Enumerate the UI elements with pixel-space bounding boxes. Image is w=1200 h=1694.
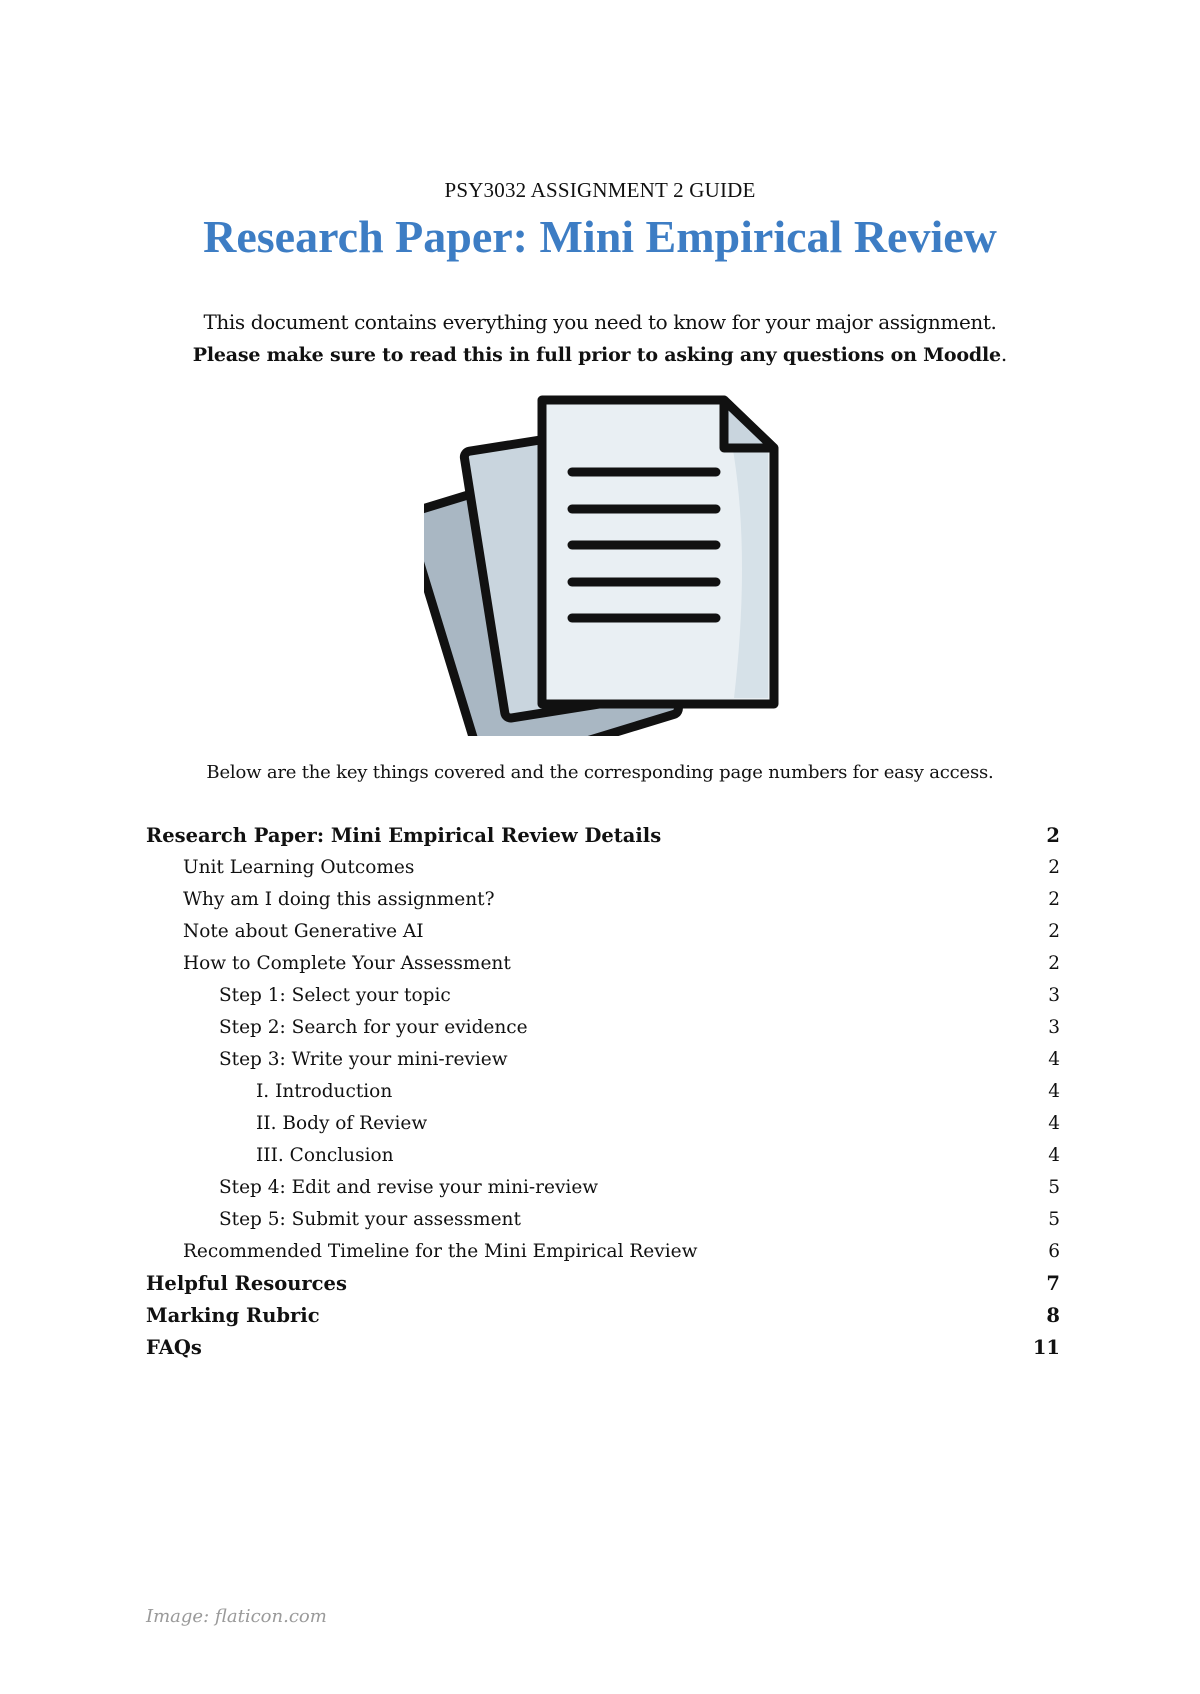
toc-entry[interactable] (146, 1076, 1060, 1108)
intro-line-2 (0, 338, 1200, 371)
toc-entry-title[interactable]: Step 2: Search for your evidence (219, 1017, 528, 1038)
sheet-front (542, 400, 774, 704)
assignment-subtitle: PSY3032 ASSIGNMENT 2 GUIDE (444, 178, 756, 202)
toc-entry[interactable] (146, 820, 1060, 852)
intro-text (0, 306, 1200, 371)
toc-entry-title[interactable]: Step 1: Select your topic (219, 985, 451, 1006)
toc-entry-title[interactable]: Helpful Resources (146, 1272, 347, 1295)
toc-entry-title[interactable]: Marking Rubric (146, 1304, 320, 1327)
toc-entry-title[interactable]: Research Paper: Mini Empirical Review Details (146, 824, 662, 847)
toc-entry-page-number[interactable]: 2 (1048, 889, 1060, 910)
intro-line-2-end: . (1000, 342, 1008, 366)
toc-entry-page-number[interactable]: 8 (1046, 1304, 1060, 1327)
toc-entry[interactable] (146, 1268, 1060, 1300)
toc-entry-title[interactable]: How to Complete Your Assessment (183, 953, 511, 974)
documents-stack-icon (424, 386, 794, 736)
toc-entry-title[interactable]: I. Introduction (256, 1081, 393, 1102)
toc-entry-title[interactable]: Why am I doing this assignment? (183, 889, 495, 910)
toc-entry[interactable] (146, 948, 1060, 980)
toc-entry[interactable] (146, 884, 1060, 916)
toc-entry-page-number[interactable]: 6 (1048, 1241, 1060, 1262)
toc-entry-page-number[interactable]: 2 (1048, 953, 1060, 974)
toc-entry-page-number[interactable]: 4 (1048, 1145, 1060, 1166)
toc-entry-page-number[interactable]: 2 (1048, 921, 1060, 942)
toc-entry-title[interactable]: Step 4: Edit and revise your mini-review (219, 1177, 599, 1198)
toc-entry-title[interactable]: Step 5: Submit your assessment (219, 1209, 521, 1230)
toc-entry[interactable] (146, 1300, 1060, 1332)
toc-entry-title[interactable]: Unit Learning Outcomes (183, 857, 415, 878)
toc-entry[interactable] (146, 1236, 1060, 1268)
toc-entry-page-number[interactable]: 3 (1048, 1017, 1060, 1038)
toc-entry[interactable] (146, 1204, 1060, 1236)
toc-caption: Below are the key things covered and the corresponding page numbers for easy access. (206, 762, 994, 783)
toc-entry[interactable] (146, 916, 1060, 948)
toc-entry[interactable] (146, 1172, 1060, 1204)
table-of-contents (146, 820, 1060, 1364)
toc-entry[interactable] (146, 980, 1060, 1012)
toc-entry-title[interactable]: II. Body of Review (256, 1113, 428, 1134)
intro-line-1: This document contains everything you need to know for your major assignment. (203, 310, 997, 334)
toc-entry-page-number[interactable]: 2 (1048, 857, 1060, 878)
toc-entry-page-number[interactable]: 5 (1048, 1209, 1060, 1230)
toc-entry-title[interactable]: Step 3: Write your mini-review (219, 1049, 508, 1070)
toc-entry-page-number[interactable]: 2 (1046, 824, 1060, 847)
toc-entry-page-number[interactable]: 4 (1048, 1049, 1060, 1070)
toc-entry-page-number[interactable]: 5 (1048, 1177, 1060, 1198)
toc-entry-page-number[interactable]: 3 (1048, 985, 1060, 1006)
toc-entry-title[interactable]: III. Conclusion (256, 1145, 394, 1166)
toc-entry-title[interactable]: Recommended Timeline for the Mini Empirical Review (183, 1241, 698, 1262)
page-title: Research Paper: Mini Empirical Review (203, 211, 997, 262)
toc-entry-page-number[interactable]: 7 (1046, 1272, 1060, 1295)
toc-entry[interactable] (146, 1140, 1060, 1172)
toc-entry-page-number[interactable]: 4 (1048, 1113, 1060, 1134)
toc-entry[interactable] (146, 1012, 1060, 1044)
toc-entry-page-number[interactable]: 11 (1032, 1336, 1060, 1359)
image-credit: Image: flaticon.com (146, 1606, 327, 1627)
toc-entry[interactable] (146, 1044, 1060, 1076)
toc-entry[interactable] (146, 1332, 1060, 1364)
toc-entry-page-number[interactable]: 4 (1048, 1081, 1060, 1102)
toc-entry-title[interactable]: Note about Generative AI (183, 921, 424, 942)
intro-line-2-bold: Please make sure to read this in full prior to asking any questions on Moodle (192, 344, 1001, 366)
toc-entry-title[interactable]: FAQs (146, 1336, 202, 1359)
toc-entry[interactable] (146, 852, 1060, 884)
toc-entry[interactable] (146, 1108, 1060, 1140)
